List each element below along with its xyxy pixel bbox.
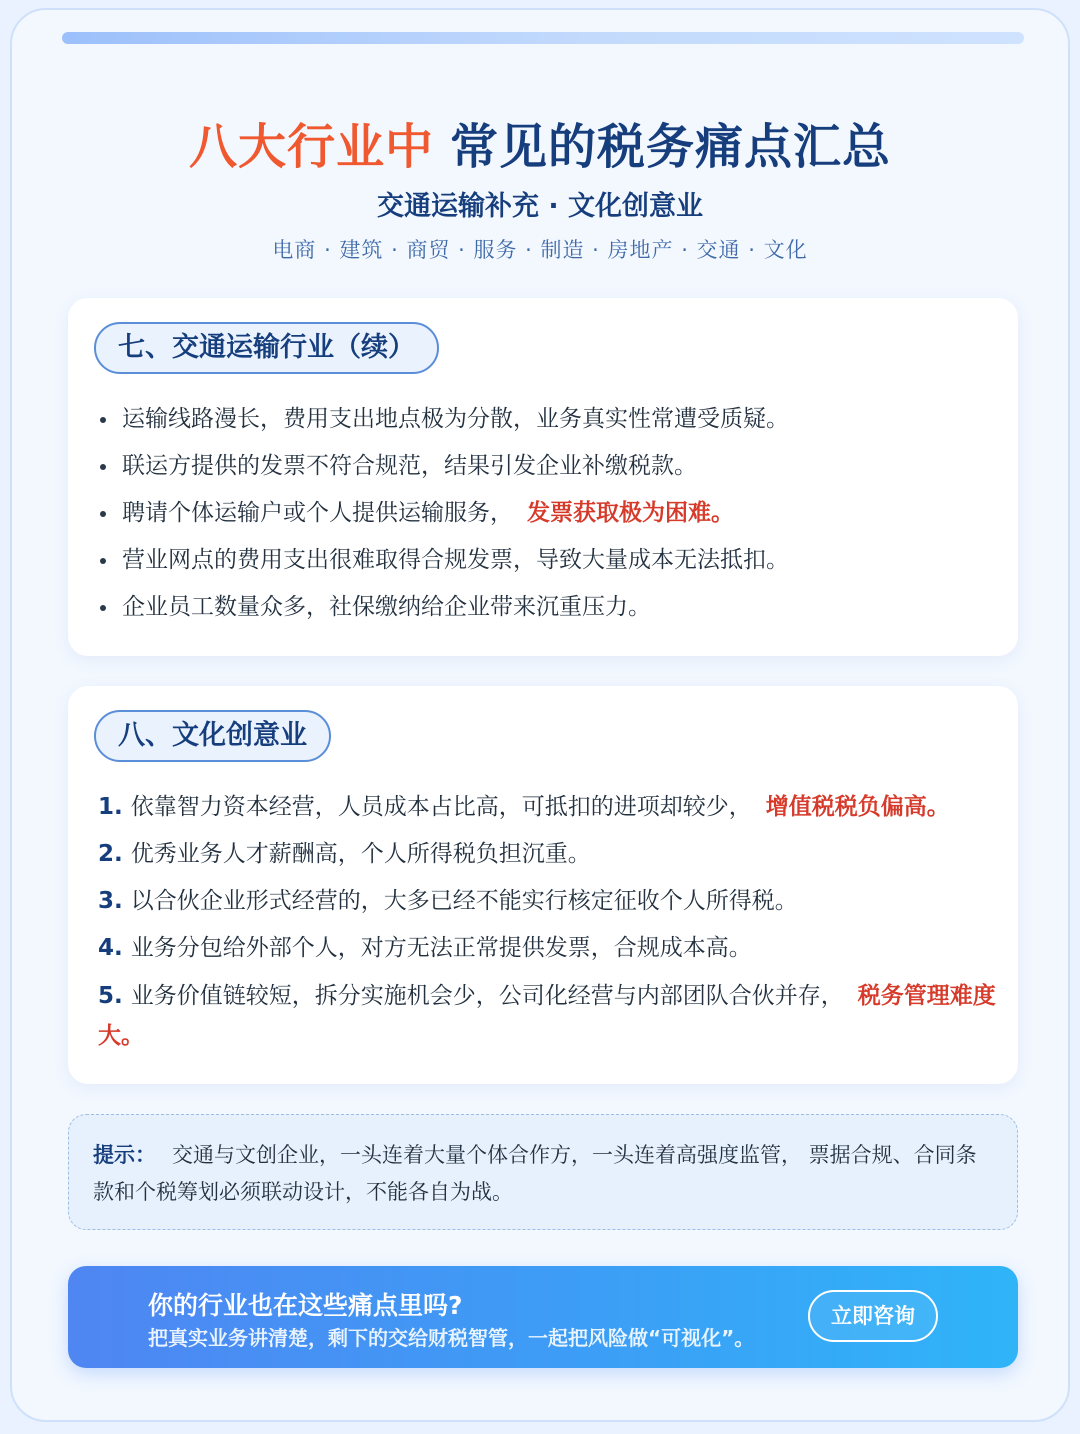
list-item-text: 以合伙企业形式经营的，大多已经不能实行核定征收个人所得税。 [130, 888, 798, 914]
cta-subtitle: 把真实业务讲清楚，剩下的交给财税智管，一起把风险做“可视化”。 [148, 1326, 755, 1350]
list-item-text: 运输线路漫长，费用支出地点极为分散，业务真实性常遭受质疑。 [122, 406, 789, 432]
tip-box [68, 1114, 1018, 1230]
page-subtitle: 交通运输补充 · 文化创意业 [376, 191, 704, 222]
list-item-highlight: 发票获取极为困难。 [527, 500, 734, 526]
list-item-text: 企业员工数量众多，社保缴纳给企业带来沉重压力。 [122, 594, 651, 620]
page-title [12, 108, 1068, 177]
cta-title: 你的行业也在这些痛点里吗? [148, 1291, 463, 1320]
list-item-highlight: 增值税税负偏高。 [765, 794, 950, 820]
list-item-text: 业务价值链较短，拆分实施机会少，公司化经营与内部团队合伙并存， [130, 983, 844, 1009]
list-item [98, 831, 998, 878]
list-item-text: 依靠智力资本经营，人员成本占比高，可抵扣的进项却较少， [130, 794, 752, 820]
section-heading-transport: 七、交通运输行业（续） [94, 322, 439, 374]
consult-button[interactable]: 立即咨询 [808, 1290, 938, 1342]
list-item-number: 2. [98, 841, 123, 867]
list-item-text: 营业网点的费用支出很难取得合规发票，导致大量成本无法抵扣。 [122, 547, 789, 573]
list-item [98, 878, 998, 925]
industry-list: 电商 · 建筑 · 商贸 · 服务 · 制造 · 房地产 · 交通 · 文化 [272, 238, 808, 262]
section-heading-culture: 八、文化创意业 [94, 710, 331, 762]
culture-card [68, 686, 1018, 1084]
list-item-text: 优秀业务人才薪酬高，个人所得税负担沉重。 [130, 841, 591, 867]
transport-card [68, 298, 1018, 656]
title-accent: 八大行业中 [188, 119, 434, 175]
poster-frame [10, 8, 1070, 1422]
list-item [98, 584, 998, 631]
transport-list [98, 396, 998, 631]
list-item [98, 537, 998, 584]
tip-label: 提示： [93, 1143, 156, 1167]
list-item [98, 443, 998, 490]
list-item [98, 972, 998, 1056]
list-item [98, 784, 998, 831]
list-item-number: 4. [98, 935, 123, 961]
list-item-text: 聘请个体运输户或个人提供运输服务， [122, 500, 513, 526]
list-item [98, 396, 998, 443]
list-item [98, 490, 998, 537]
list-item-text: 业务分包给外部个人，对方无法正常提供发票，合规成本高。 [130, 935, 752, 961]
list-item-number: 3. [98, 888, 123, 914]
tip-text: 交通与文创企业，一头连着大量个体合作方，一头连着高强度监管， 票据合规、合同条款和个税筹划必须联动设计，不能各自为战。 [93, 1143, 977, 1204]
list-item-number: 1. [98, 794, 123, 820]
top-accent-bar [62, 32, 1024, 44]
list-item-highlight: 税务管理难度大。 [98, 983, 996, 1049]
cta-banner [68, 1266, 1018, 1368]
title-main: 常见的税务痛点汇总 [450, 119, 892, 175]
list-item-text: 联运方提供的发票不符合规范，结果引发企业补缴税款。 [122, 453, 697, 479]
culture-list [98, 784, 998, 1056]
list-item [98, 925, 998, 972]
list-item-number: 5. [98, 983, 123, 1009]
